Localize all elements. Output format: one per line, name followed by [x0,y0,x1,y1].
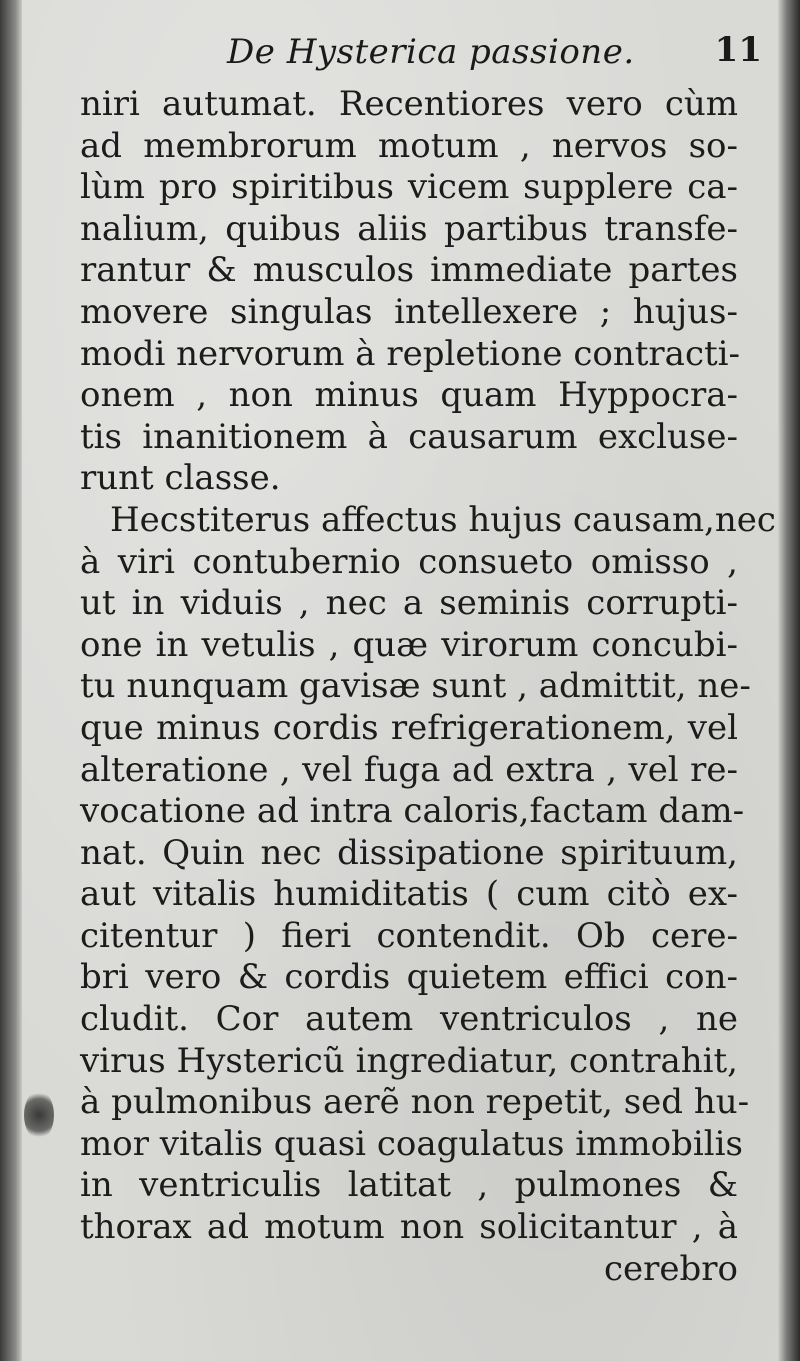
ink-blot-mark [24,1090,54,1140]
text-line: movere singulas intellexere ; hujus- [80,291,738,332]
body-text [80,84,776,1290]
text-line: cludit. Cor autem ventriculos , ne [80,999,738,1040]
catchword: cerebro [603,1248,738,1289]
page-right-shadow [778,0,800,1361]
text-line: tu nunquam gavisæ sunt , admittit, ne- [80,666,751,707]
text-line: à viri contubernio consueto omisso , [80,541,738,582]
text-line: aut vitalis humiditatis ( cum citò ex- [80,874,738,915]
text-line: modi nervorum à repletione contracti- [80,333,741,374]
text-line: rantur & musculos immediate partes [80,250,738,291]
text-line: lùm pro spiritibus vicem supplere ca- [80,167,738,208]
text-line: à pulmonibus aerẽ non repetit, sed hu- [80,1082,750,1123]
paragraph-first-line: Hecstiterus affectus hujus causam,nec [110,499,776,540]
text-line: citentur ) fieri contendit. Ob cere- [80,915,738,956]
text-line: alteratione , vel fuga ad extra , vel re- [80,749,738,790]
page-number: 11 [714,30,762,70]
text-line: bri vero & cordis quietem effici con- [80,957,738,998]
text-line: vocatione ad intra caloris,factam dam- [80,791,745,832]
text-line: nat. Quin nec dissipatione spirituum, [80,832,738,873]
text-line: ut in viduis , nec a seminis corrupti- [80,583,738,624]
text-line: nalium, quibus aliis partibus transfe- [80,208,738,249]
text-line: tis inanitionem à causarum excluse- [80,416,738,457]
page-left-shadow [0,0,22,1361]
text-line: virus Hystericũ ingrediatur, contrahit, [80,1040,738,1081]
running-head [92,28,762,78]
text-line: runt classe. [80,458,281,499]
text-line: mor vitalis quasi coagulatus immobilis [80,1123,743,1164]
text-line: onem , non minus quam Hyppocra- [80,375,738,416]
text-line: in ventriculis latitat , pulmones & [80,1165,738,1206]
text-line: ad membrorum motum , nervos so- [80,125,738,166]
text-line: que minus cordis refrigerationem, vel [80,707,738,748]
text-line: one in vetulis , quæ virorum concubi- [80,624,738,665]
running-title: De Hysterica passione. [227,32,635,72]
text-line: niri autumat. Recentiores vero cùm [80,84,738,124]
text-line: thorax ad motum non solicitantur , à [80,1207,738,1248]
